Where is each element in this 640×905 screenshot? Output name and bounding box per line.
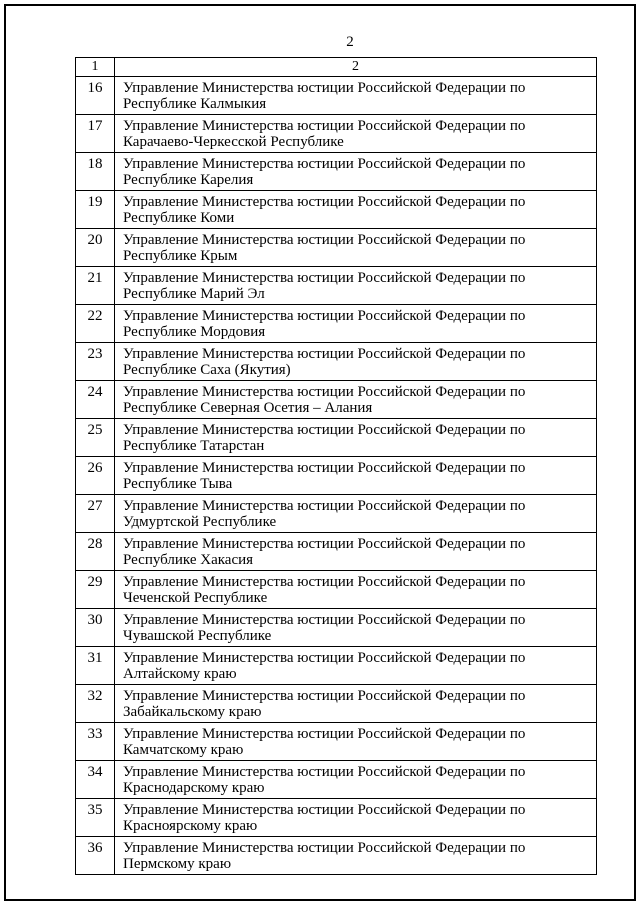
org-prefix-line: Управление Министерства юстиции Российской Федерации по (123, 650, 526, 666)
table-row (76, 761, 597, 799)
row-org-name (115, 419, 597, 457)
region-line: Республике Марий Эл (123, 286, 265, 302)
table-header-row (76, 58, 597, 77)
org-prefix-line: Управление Министерства юстиции Российской Федерации по (123, 802, 526, 818)
table-header (76, 58, 597, 77)
row-number: 16 (76, 77, 115, 115)
row-org-name (115, 153, 597, 191)
row-number: 20 (76, 229, 115, 267)
org-prefix-line: Управление Министерства юстиции Российской Федерации по (123, 346, 526, 362)
org-prefix-line: Управление Министерства юстиции Российской Федерации по (123, 422, 526, 438)
row-number: 26 (76, 457, 115, 495)
row-org-name (115, 685, 597, 723)
row-org-name (115, 115, 597, 153)
org-prefix-line: Управление Министерства юстиции Российской Федерации по (123, 536, 526, 552)
org-prefix-line: Управление Министерства юстиции Российской Федерации по (123, 232, 526, 248)
region-line: Карачаево-Черкесской Республике (123, 134, 344, 150)
row-number: 21 (76, 267, 115, 305)
table-row (76, 495, 597, 533)
org-prefix-line: Управление Министерства юстиции Российской Федерации по (123, 574, 526, 590)
row-number: 23 (76, 343, 115, 381)
row-org-name (115, 571, 597, 609)
row-org-name (115, 837, 597, 875)
row-org-name (115, 191, 597, 229)
row-org-name (115, 799, 597, 837)
region-line: Краснодарскому краю (123, 780, 265, 796)
table-row (76, 343, 597, 381)
region-line: Алтайскому краю (123, 666, 237, 682)
region-line: Красноярскому краю (123, 818, 258, 834)
row-number: 36 (76, 837, 115, 875)
row-org-name (115, 305, 597, 343)
row-number: 34 (76, 761, 115, 799)
org-prefix-line: Управление Министерства юстиции Российской Федерации по (123, 270, 526, 286)
row-org-name (115, 343, 597, 381)
row-number: 35 (76, 799, 115, 837)
table-row (76, 153, 597, 191)
org-prefix-line: Управление Министерства юстиции Российской Федерации по (123, 840, 526, 856)
row-number: 19 (76, 191, 115, 229)
region-line: Забайкальскому краю (123, 704, 262, 720)
row-org-name (115, 723, 597, 761)
region-line: Республике Тыва (123, 476, 233, 492)
row-number: 29 (76, 571, 115, 609)
region-line: Республике Северная Осетия – Алания (123, 400, 373, 416)
table-body (76, 77, 597, 875)
table-row (76, 647, 597, 685)
region-line: Республике Татарстан (123, 438, 265, 454)
table-row (76, 115, 597, 153)
row-number: 27 (76, 495, 115, 533)
row-number: 17 (76, 115, 115, 153)
table-row (76, 837, 597, 875)
region-line: Пермскому краю (123, 856, 232, 872)
org-prefix-line: Управление Министерства юстиции Российской Федерации по (123, 80, 526, 96)
org-prefix-line: Управление Министерства юстиции Российской Федерации по (123, 384, 526, 400)
table-row (76, 267, 597, 305)
region-line: Камчатскому краю (123, 742, 244, 758)
org-prefix-line: Управление Министерства юстиции Российской Федерации по (123, 460, 526, 476)
justice-departments-table (75, 57, 597, 875)
row-org-name (115, 647, 597, 685)
org-prefix-line: Управление Министерства юстиции Российской Федерации по (123, 612, 526, 628)
row-org-name (115, 77, 597, 115)
row-number: 30 (76, 609, 115, 647)
region-line: Республике Карелия (123, 172, 254, 188)
table-row (76, 571, 597, 609)
org-prefix-line: Управление Министерства юстиции Российской Федерации по (123, 498, 526, 514)
region-line: Республике Мордовия (123, 324, 266, 340)
org-prefix-line: Управление Министерства юстиции Российской Федерации по (123, 194, 526, 210)
org-prefix-line: Управление Министерства юстиции Российской Федерации по (123, 726, 526, 742)
column-header-name: 2 (115, 58, 597, 77)
row-number: 31 (76, 647, 115, 685)
table-row (76, 305, 597, 343)
region-line: Республике Саха (Якутия) (123, 362, 291, 378)
region-line: Чеченской Республике (123, 590, 268, 606)
table-row (76, 723, 597, 761)
table-row (76, 191, 597, 229)
org-prefix-line: Управление Министерства юстиции Российской Федерации по (123, 308, 526, 324)
row-number: 22 (76, 305, 115, 343)
row-org-name (115, 495, 597, 533)
row-number: 25 (76, 419, 115, 457)
region-line: Республике Калмыкия (123, 96, 267, 112)
row-number: 28 (76, 533, 115, 571)
table-row (76, 419, 597, 457)
table-row (76, 609, 597, 647)
row-org-name (115, 267, 597, 305)
org-prefix-line: Управление Министерства юстиции Российской Федерации по (123, 156, 526, 172)
row-org-name (115, 533, 597, 571)
row-org-name (115, 457, 597, 495)
table-row (76, 799, 597, 837)
region-line: Республике Крым (123, 248, 238, 264)
region-line: Удмуртской Республике (123, 514, 277, 530)
region-line: Республике Хакасия (123, 552, 254, 568)
column-header-number: 1 (76, 58, 115, 77)
table-row (76, 457, 597, 495)
row-number: 33 (76, 723, 115, 761)
row-number: 24 (76, 381, 115, 419)
row-org-name (115, 761, 597, 799)
row-org-name (115, 381, 597, 419)
region-line: Чувашской Республике (123, 628, 272, 644)
row-number: 18 (76, 153, 115, 191)
page-number: 2 (346, 34, 354, 50)
row-org-name (115, 609, 597, 647)
org-prefix-line: Управление Министерства юстиции Российской Федерации по (123, 764, 526, 780)
table-row (76, 229, 597, 267)
table-row (76, 381, 597, 419)
row-org-name (115, 229, 597, 267)
table-row (76, 685, 597, 723)
org-prefix-line: Управление Министерства юстиции Российской Федерации по (123, 688, 526, 704)
region-line: Республике Коми (123, 210, 235, 226)
table-row (76, 533, 597, 571)
org-prefix-line: Управление Министерства юстиции Российской Федерации по (123, 118, 526, 134)
table-row (76, 77, 597, 115)
row-number: 32 (76, 685, 115, 723)
